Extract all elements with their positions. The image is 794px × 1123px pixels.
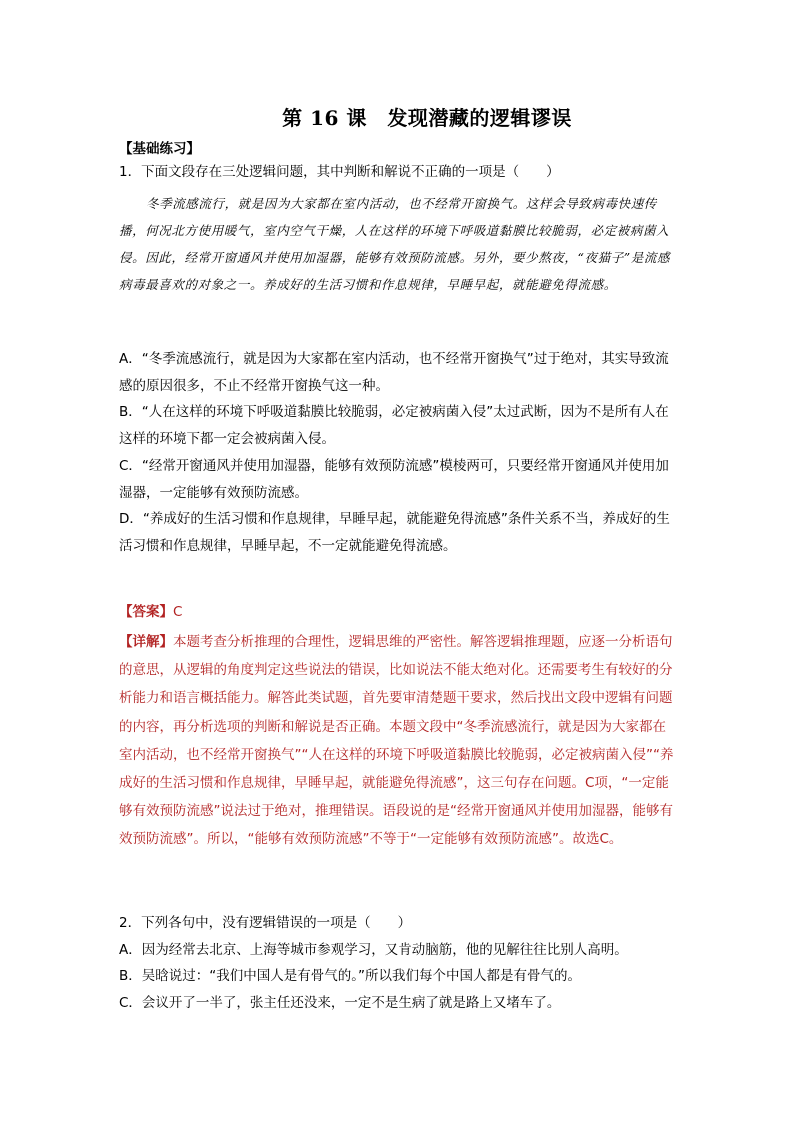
detail-text: 本题考查分析推理的合理性，逻辑思维的严密性。解答逻辑推理题，应逐一分析语句的意思，从逻辑的角度判定这些说法的错误，比如说法不能太绝对化。还需要考生有较好的分析能力和语言概括能力。解答此类试题，首先要审清楚题干要求，然后找出文段中逻辑有问题的内容，再分析选项的判断和解说是否正确。本题文段中“冬季流感流行，就是因为大家都在室内活动，也不经常开窗换气”“人在这样的环境下呼吸道黏膜比较脆弱，必定被病菌入侵”“养成好的生活习惯和作息规律，早睡早起，就能避免得流感”，这三句存在问题。C项，“一定能够有效预防流感”说法过于绝对，推理错误。语段说的是“经常开窗通风并使用加湿器，能够有效预防流感”。所以，“能够有效预防流感”不等于“一定能够有效预防流感”。故选C。: [119, 634, 674, 848]
section-label: 【基础练习】: [119, 141, 200, 157]
question-1-stem: 1．下面文段存在三处逻辑问题，其中判断和解说不正确的一项是（ ）: [119, 164, 560, 180]
q2-option-a: A．因为经常去北京、上海等城市参观学习，又肯动脑筋，他的见解往往比别人高明。: [119, 941, 628, 958]
option-a: A．“冬季流感流行，就是因为大家都在室内活动，也不经常开窗换气”过于绝对，其实导致流感的原因很多，不止不经常开窗换气这一种。: [119, 351, 669, 394]
option-b: B．“人在这样的环境下呼吸道黏膜比较脆弱，必定被病菌入侵”太过武断，因为不是所有人在这样的环境下都一定会被病菌入侵。: [119, 404, 669, 448]
question-2: [119, 910, 679, 1017]
option-c: C．“经常开窗通风并使用加湿器，能够有效预防流感”模棱两可，只要经常开窗通风并使用加湿器，一定能够有效预防流感。: [119, 457, 669, 501]
answer-line: [119, 600, 182, 620]
answer-tag: 【答案】: [119, 604, 173, 620]
question-1-options: [119, 346, 679, 560]
detail-tag: 【详解】: [119, 634, 173, 650]
q2-option-c: C．会议开了一半了，张主任还没来，一定不是生病了就是路上又堵车了。: [119, 995, 561, 1012]
answer-value: C: [173, 604, 183, 620]
question-1-passage: 冬季流感流行，就是因为大家都在室内活动，也不经常开窗换气。这样会导致病毒快速传播，何况北方使用暖气，室内空气干燥，人在这样的环境下呼吸道黏膜比较脆弱，必定被病菌入侵。因此，经常开窗通风并使用加湿器，能够有效预防流感。另外，要少熬夜，“夜猫子”是流感病毒最喜欢的对象之一。养成好的生活习惯和作息规律，早睡早起，就能避免得流感。: [119, 196, 671, 292]
option-d: D．“养成好的生活习惯和作息规律，早睡早起，就能避免得流感”条件关系不当，养成好的生活习惯和作息规律，早睡早起，不一定就能避免得流感。: [119, 511, 670, 554]
q2-option-b: B．吴晗说过：“我们中国人是有骨气的。”所以我们每个中国人都是有骨气的。: [119, 968, 581, 985]
question-2-stem: 2．下列各句中，没有逻辑错误的一项是（ ）: [119, 915, 412, 931]
page-title: 第 16 课 发现潜藏的逻辑谬误: [282, 106, 572, 130]
detail-explanation: [119, 628, 679, 854]
